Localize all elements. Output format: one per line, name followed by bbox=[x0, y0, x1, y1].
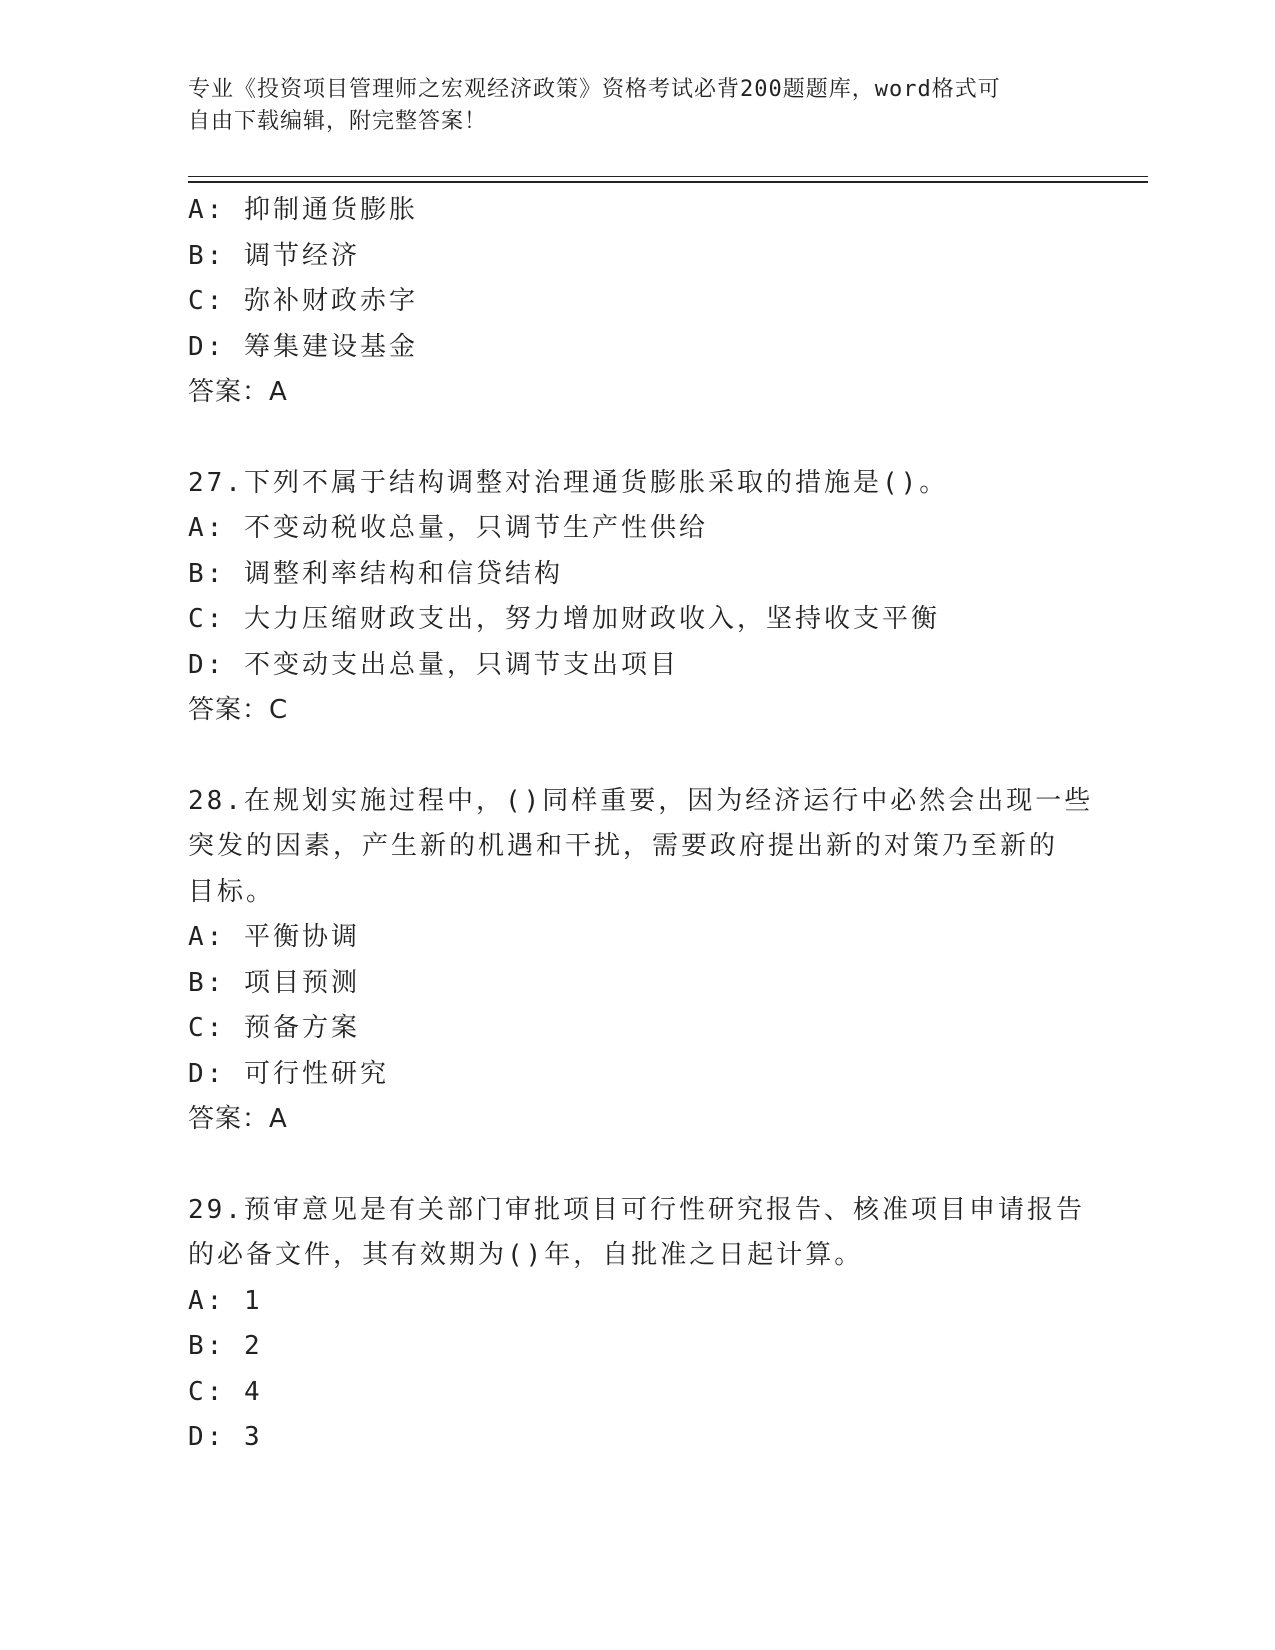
option-c: C: 预备方案 bbox=[188, 1013, 360, 1043]
option-b: B: 调整利率结构和信贷结构 bbox=[188, 558, 563, 589]
option-d: D: 筹集建设基金 bbox=[188, 331, 418, 362]
option-a: A: 不变动税收总量，只调节生产性供给 bbox=[188, 513, 708, 543]
answer-line: 答案：A bbox=[188, 1104, 288, 1134]
option-b: B: 2 bbox=[188, 1331, 263, 1361]
option-c: C: 4 bbox=[188, 1376, 263, 1407]
question-text-line-1: 29.预审意见是有关部门审批项目可行性研究报告、核准项目申请报告 bbox=[188, 1194, 1085, 1225]
question-27-block bbox=[188, 461, 1088, 734]
question-text-line-3: 目标。 bbox=[188, 876, 276, 907]
header-line-1: 专业《投资项目管理师之宏观经济政策》资格考试必背200题题库，word格式可 bbox=[188, 77, 1001, 102]
option-a: A: 1 bbox=[188, 1285, 263, 1316]
header-divider-thick bbox=[188, 181, 1148, 183]
document-header bbox=[188, 74, 1068, 138]
option-d: D: 不变动支出总量，只调节支出项目 bbox=[188, 649, 679, 680]
question-text: 27.下列不属于结构调整对治理通货膨胀采取的措施是()。 bbox=[188, 467, 949, 498]
question-26-block bbox=[188, 188, 1088, 416]
question-text-line-2: 的必备文件，其有效期为()年，自批准之日起计算。 bbox=[188, 1240, 864, 1270]
option-d: D: 可行性研究 bbox=[188, 1058, 389, 1089]
header-divider-thin bbox=[188, 176, 1148, 177]
question-29-block bbox=[188, 1188, 1088, 1461]
option-b: B: 项目预测 bbox=[188, 967, 360, 998]
header-line-2: 自由下载编辑，附完整答案！ bbox=[188, 109, 488, 134]
question-28-block bbox=[188, 779, 1094, 1143]
question-list bbox=[188, 188, 1094, 1461]
option-d: D: 3 bbox=[188, 1422, 263, 1452]
option-a: A: 平衡协调 bbox=[188, 922, 360, 952]
option-c: C: 弥补财政赤字 bbox=[188, 286, 418, 316]
option-a: A: 抑制通货膨胀 bbox=[188, 195, 418, 225]
option-b: B: 调节经济 bbox=[188, 240, 360, 271]
answer-line: 答案：C bbox=[188, 695, 289, 725]
answer-line: 答案：A bbox=[188, 377, 288, 407]
option-c: C: 大力压缩财政支出，努力增加财政收入，坚持收支平衡 bbox=[188, 604, 940, 634]
question-text-line-2: 突发的因素，产生新的机遇和干扰，需要政府提出新的对策乃至新的 bbox=[188, 831, 1059, 861]
question-text-line-1: 28.在规划实施过程中，()同样重要，因为经济运行中必然会出现一些 bbox=[188, 785, 1094, 816]
